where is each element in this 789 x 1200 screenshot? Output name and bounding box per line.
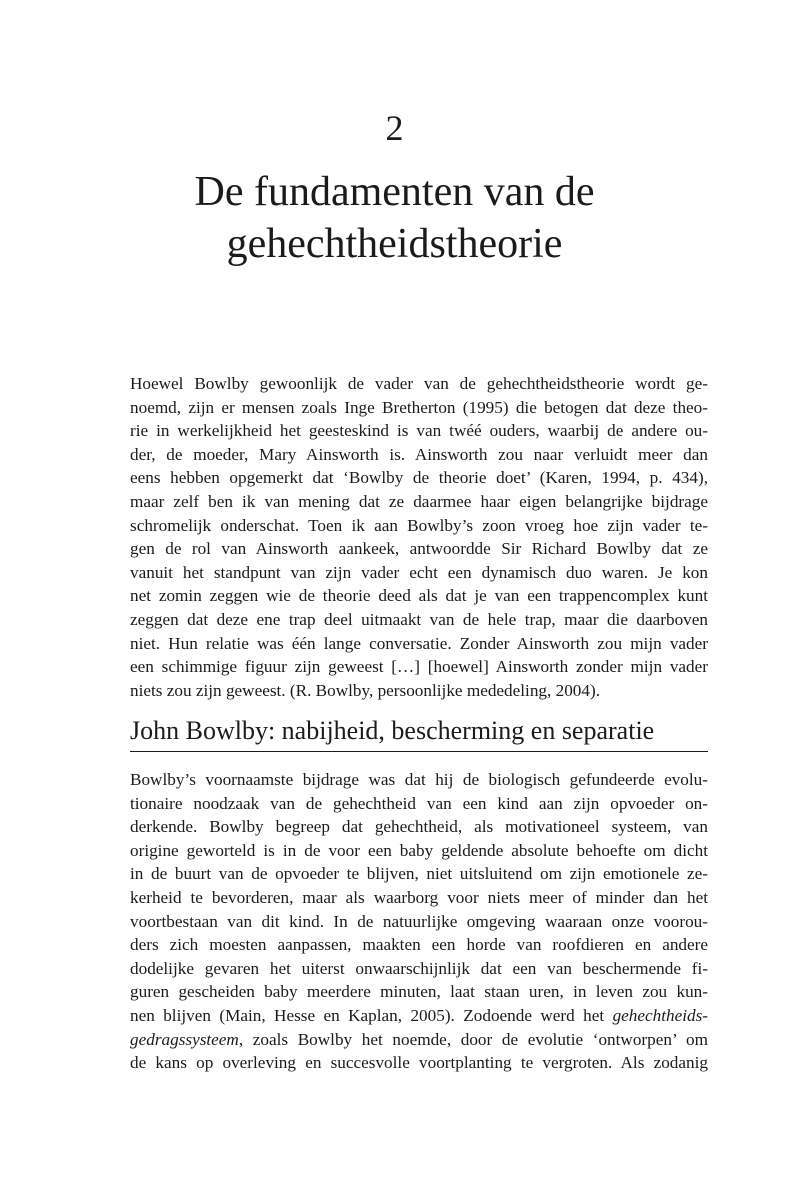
- text-line: Hoewel Bowlby gewoonlijk de vader van de gehechtheidstheorie wordt ge-: [130, 374, 708, 393]
- text-line: niet. Hun relatie was één lange conversatie. Zonder Ainsworth zou mijn vader: [130, 633, 708, 653]
- text-segment: nen blijven (Main, Hesse en Kaplan, 2005). Zodoende werd het: [130, 1005, 605, 1025]
- text-line: der, de moeder, Mary Ainsworth is. Ainsworth zou naar verluidt meer dan: [130, 444, 708, 464]
- text-line: origine geworteld is in de voor een baby geldende absolute behoefte om dicht: [130, 840, 708, 860]
- chapter-number: 2: [385, 108, 404, 148]
- text-line: noemd, zijn er mensen zoals Inge Bretherton (1995) die betogen dat deze theo-: [130, 397, 708, 417]
- text-line: dodelijke gevaren het uiterst onwaarschijnlijk dat een van beschermende fi-: [130, 958, 708, 978]
- text-line: kerheid te bevorderen, maar als waarborg voor niets meer of minder dan het: [130, 887, 708, 907]
- text-line-with-italic: [130, 1004, 708, 1028]
- italic-term: gedragssysteem: [130, 1029, 239, 1049]
- text-line: ders zich moesten aanpassen, maakten een horde van roofdieren en andere: [130, 935, 708, 955]
- text-segment: , zoals Bowlby het noemde, door de evolutie ‘ontworpen’ om: [238, 1029, 708, 1049]
- text-line: rie in werkelijkheid het geesteskind is van twéé ouders, waarbij de andere ou-: [130, 421, 708, 441]
- text-line: vanuit het standpunt van zijn vader echt een dynamisch duo waren. Je kon: [130, 562, 708, 582]
- intro-quote: [130, 372, 708, 702]
- text-line: een schimmige figuur zijn geweest […] [hoewel] Ainsworth zonder mijn vader: [130, 657, 708, 677]
- text-line: schromelijk onderschat. Toen ik aan Bowlby’s zoon vroeg hoe zijn vader te-: [130, 515, 708, 535]
- section-heading: John Bowlby: nabijheid, bescherming en separatie: [130, 716, 655, 745]
- text-line: voortbestaan van dit kind. In de natuurlijke omgeving waaraan onze voorou-: [130, 911, 708, 931]
- text-line: Bowlby’s voornaamste bijdrage was dat hij de biologisch gefundeerde evolu-: [130, 770, 708, 789]
- text-line: derkende. Bowlby begreep dat gehechtheid, als motivationeel systeem, van: [130, 817, 708, 837]
- text-line: niets zou zijn geweest. (R. Bowlby, persoonlijke mededeling, 2004).: [130, 680, 601, 700]
- chapter-title-line-1: De fundamenten van de: [194, 169, 595, 215]
- text-line: in de buurt van de opvoeder te blijven, niet uitsluitend om zijn emotionele ze-: [130, 864, 708, 884]
- text-line: maar zelf ben ik van mening dat ze daarmee haar eigen belangrijke bijdrage: [130, 491, 708, 511]
- text-line: net zomin zeggen wie de theorie deed als dat je van een trappencomplex kunt: [130, 586, 708, 606]
- chapter-title: [0, 166, 789, 270]
- italic-term: gehechtheids-: [612, 1005, 709, 1025]
- text-line-with-italic: [130, 1028, 708, 1052]
- section-divider: [130, 751, 708, 752]
- text-line: gen de rol van Ainsworth aankeek, antwoordde Sir Richard Bowlby dat ze: [130, 539, 708, 559]
- chapter-title-line-2: gehechtheidstheorie: [226, 221, 563, 267]
- body-paragraph: [130, 768, 708, 1075]
- text-line: de kans op overleving en succesvolle voortplanting te vergroten. Als zodanig: [130, 1053, 708, 1073]
- text-line: eens hebben opgemerkt dat ‘Bowlby de theorie doet’ (Karen, 1994, p. 434),: [130, 468, 708, 488]
- text-line: tionaire noodzaak van de gehechtheid van een kind aan zijn opvoeder on-: [130, 793, 708, 813]
- text-line: guren gescheiden baby meerdere minuten, laat staan uren, in leven zou kun-: [130, 982, 708, 1002]
- text-line: zeggen dat deze ene trap deel uitmaakt van de hele trap, maar die daarboven: [130, 609, 708, 629]
